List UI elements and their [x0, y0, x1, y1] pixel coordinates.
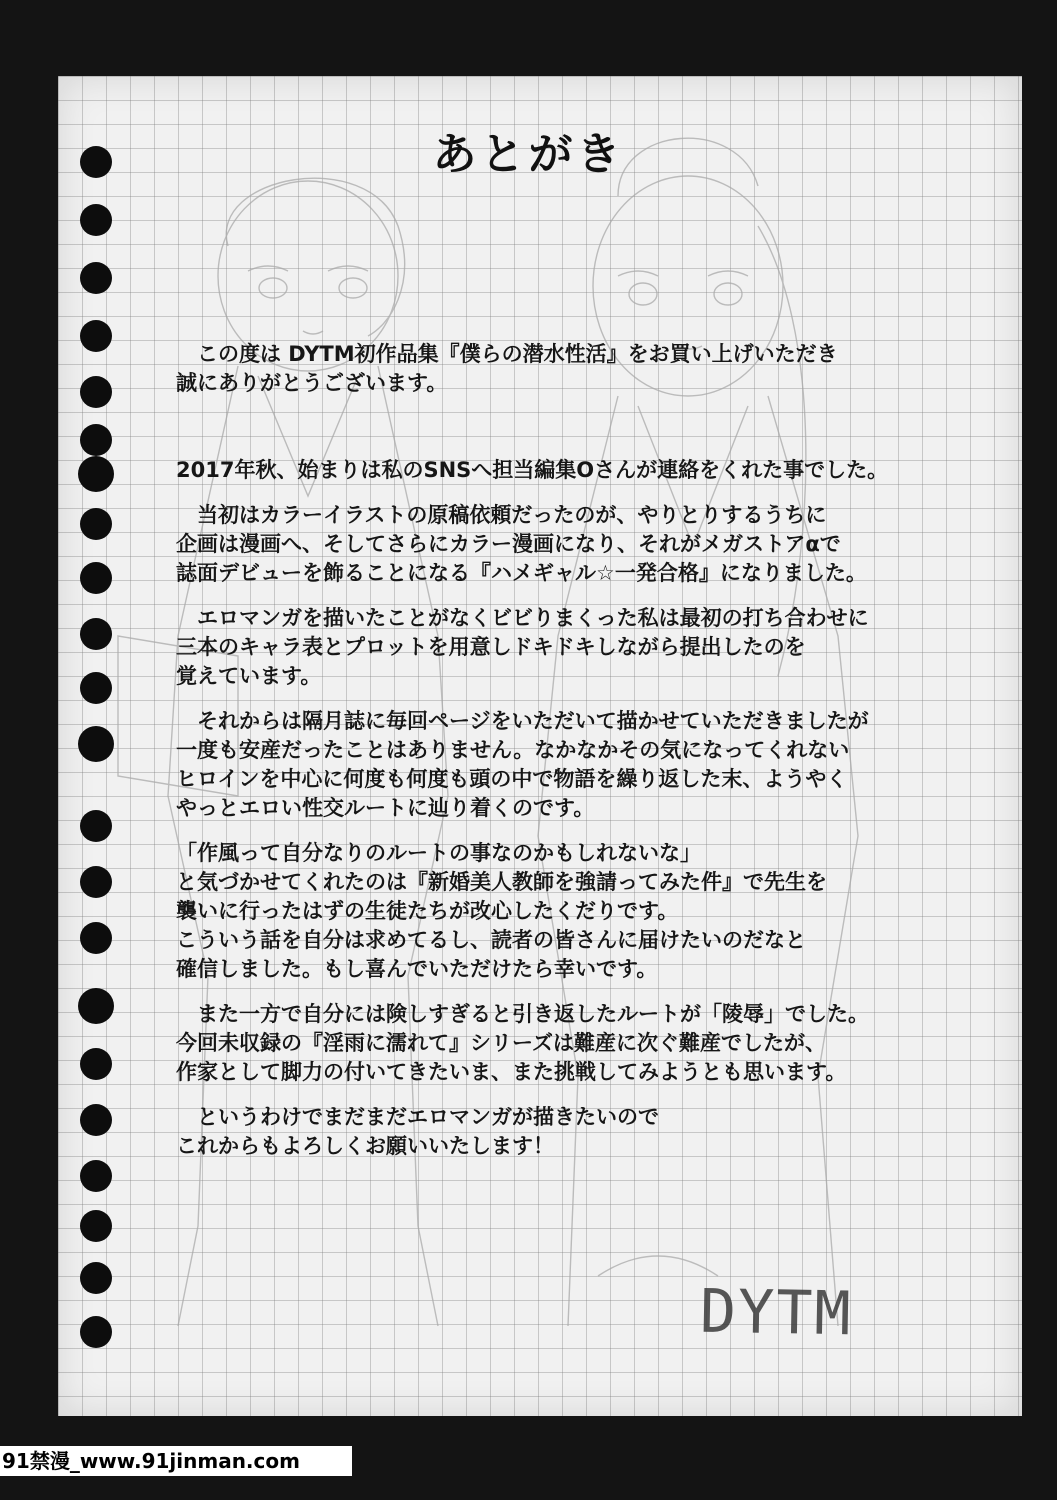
site-watermark-link[interactable]: 91禁漫_www.91jinman.com — [0, 1446, 352, 1476]
binder-hole — [80, 1104, 112, 1136]
binder-hole — [80, 1160, 112, 1192]
binder-hole — [80, 1210, 112, 1242]
binder-hole — [80, 810, 112, 842]
paragraph: というわけでまだまだエロマンガが描きたいので これからもよろしくお願いいたします！ — [176, 1105, 659, 1158]
paragraph: それからは隔月誌に毎回ページをいただいて描かせていただきましたが 一度も安産だったことはありません。なかなかその気になってくれない ヒロインを中心に何度も何度も頭の中で物語を繰り返した末、ようやく やっとエロい性交ルートに辿り着くのです。 — [176, 709, 869, 820]
binder-hole — [80, 204, 112, 236]
paragraph: 当初はカラーイラストの原稿依頼だったのが、やりとりするうちに 企画は漫画へ、そしてさらにカラー漫画になり、それがメガストアαで 誌面デビューを飾ることになる『ハメギャル☆一発合格』になりました。 — [176, 503, 867, 585]
binder-hole — [80, 922, 112, 954]
binder-hole — [78, 988, 114, 1024]
binder-hole — [80, 320, 112, 352]
author-signature: DYTM — [699, 1276, 854, 1350]
binder-hole — [78, 726, 114, 762]
binder-hole — [80, 1048, 112, 1080]
binder-hole — [80, 1316, 112, 1348]
binder-hole — [78, 456, 114, 492]
binder-hole — [80, 262, 112, 294]
paragraph: また一方で自分には険しすぎると引き返したルートが「陵辱」でした。 今回未収録の『淫雨に濡れて』シリーズは難産に次ぐ難産でしたが、 作家として脚力の付いてきたいま、また挑戦してみようとも思います。 — [176, 1002, 869, 1084]
binder-hole — [80, 1262, 112, 1294]
binder-hole — [80, 672, 112, 704]
binder-hole — [80, 376, 112, 408]
binder-hole — [80, 424, 112, 456]
binder-hole — [80, 562, 112, 594]
binder-hole — [80, 618, 112, 650]
paragraph: 「作風って自分なりのルートの事なのかもしれないな」 と気づかせてくれたのは『新婚美人教師を強請ってみた件』で先生を 襲いに行ったはずの生徒たちが改心したくだりです。 こういう話を自分は求めてるし、読者の皆さんに届けたいのだなと 確信しました。もし喜んでいただけたら幸いです。 — [176, 841, 827, 981]
binder-hole — [80, 508, 112, 540]
afterword-body — [176, 340, 976, 1177]
paragraph: 2017年秋、始まりは私のSNSへ担当編集Oさんが連絡をくれた事でした。 — [176, 458, 889, 482]
paragraph: この度は DYTM初作品集『僕らの潜水性活』をお買い上げいただき 誠にありがとうございます。 — [176, 342, 838, 395]
paragraph: エロマンガを描いたことがなくビビりまくった私は最初の打ち合わせに 三本のキャラ表とプロットを用意しドキドキしながら提出したのを 覚えています。 — [176, 606, 869, 688]
page-title: あとがき — [432, 129, 625, 180]
binder-hole — [80, 866, 112, 898]
